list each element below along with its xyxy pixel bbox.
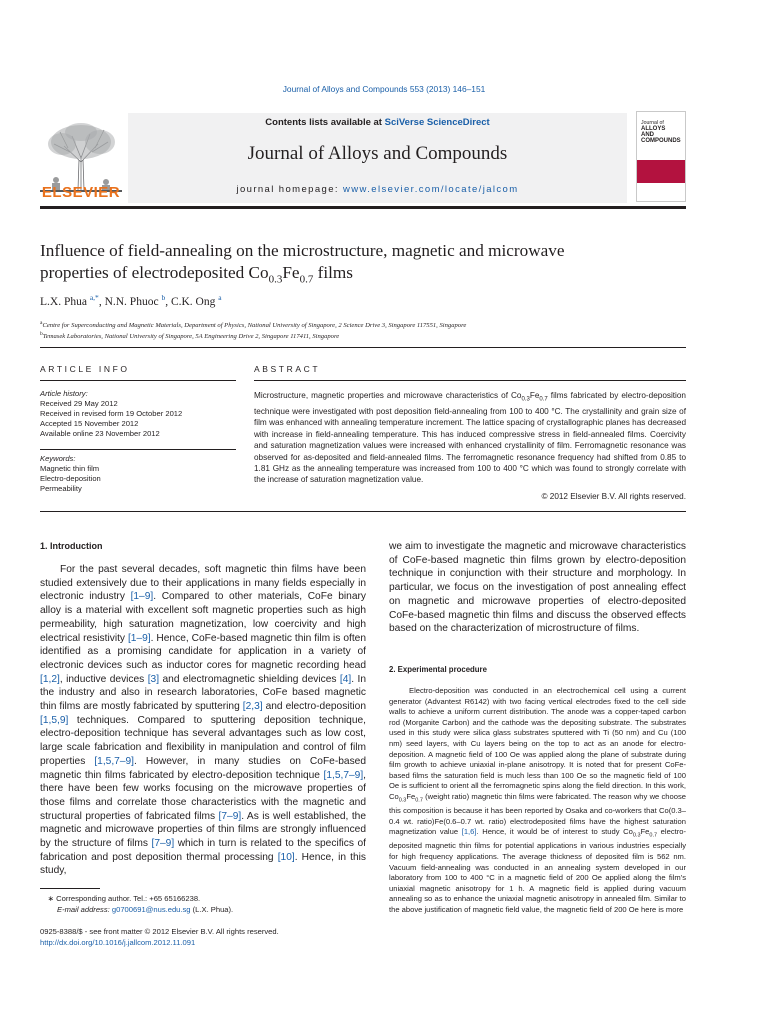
title-line-1: Influence of field-annealing on the microstructure, magnetic and microwave <box>40 241 565 260</box>
cover-small-text: Journal of <box>641 120 664 126</box>
abstract-text-1: Microstructure, magnetic properties and microwave characteristics of Co <box>254 391 522 400</box>
abstract-copyright: © 2012 Elsevier B.V. All rights reserved. <box>541 492 686 501</box>
homepage-link[interactable]: www.elsevier.com/locate/jalcom <box>342 184 519 195</box>
author-affil-mark[interactable]: b <box>161 293 166 302</box>
exp-seg: . Hence, it would be of interest to study Co <box>476 827 633 837</box>
author-affil-mark[interactable]: a <box>218 293 222 302</box>
issn-line: 0925-8388/$ - see front matter © 2012 Elsevier B.V. All rights reserved. <box>40 927 279 936</box>
abstract-sub-1: 0.3 <box>521 396 530 403</box>
exp-fe: Fe <box>640 827 650 837</box>
contents-available-line <box>128 117 627 128</box>
abstract-text-2: films fabricated by electro-deposition technique were investigated with post deposition field-annealing from 100 to 400 °C. The crystallinity and grain size of film was enhanced with annealing temperature increment. The lattice spacing of crystallographic planes has decreased with increase in field-annealing temperature. This has induced compressive stress in field-annealed films. Coercivity and saturation magnetization values were increased with enhanced crystallinity of film. Ferromagnetic resonance was observed for as-deposited and field-annealed films. The ferromagnetic resonance frequency had shifted from 0.85 to 1.81 GHz as the annealing temperature was increased from 100 to 400 °C which was found to strongly correlate with the increase of saturation magnetization value. <box>254 391 686 485</box>
cover-title-2: AND COMPOUNDS <box>641 132 681 144</box>
keywords-rule <box>40 449 236 450</box>
ref-link[interactable]: [10] <box>277 851 295 863</box>
keywords-label: Keywords: <box>40 454 76 463</box>
issn-block <box>40 926 370 948</box>
exp-sub: 0.3 <box>398 797 407 804</box>
keyword: Magnetic thin film <box>40 464 100 473</box>
intro-seg: which in turn is related to the specifics of fabrication and post deposition thermal processing <box>40 838 366 863</box>
contents-prefix: Contents lists available at <box>265 117 385 128</box>
title-fe: Fe <box>282 263 300 282</box>
ref-link[interactable]: [7–9] <box>218 810 242 822</box>
history-label: Article history: <box>40 389 88 398</box>
journal-name: Journal of Alloys and Compounds <box>247 143 508 164</box>
exp-sub: 0.3 <box>632 832 641 839</box>
intro-seg: , there have been few works focusing on the microwave properties of those films and correlate those characteristics with the magnetic and structural properties of fabricated films <box>40 769 366 822</box>
corresponding-author: Corresponding author. Tel.: +65 65166238. <box>56 894 201 903</box>
email-label: E-mail address: <box>57 905 112 914</box>
ref-link[interactable]: [1,6] <box>461 827 477 837</box>
experimental-text <box>389 686 686 916</box>
email-link[interactable]: g0700691@nus.edu.sg <box>111 905 191 914</box>
journal-cover-thumbnail[interactable] <box>636 111 686 202</box>
doi-link[interactable]: http://dx.doi.org/10.1016/j.jallcom.2012.11.091 <box>40 938 196 947</box>
cover-title-1: ALLOYS <box>641 126 666 132</box>
intro-seg: , inductive devices <box>59 673 148 685</box>
exp-seg: (weight ratio) magnetic thin films were fabricated. The reason why we choose this composition is because it has been reported by Osaka and co-workers that Co(0.3–0.4 wt. ratio)Fe(0.6–0.7 wt. ratio) electrodeposited films have the highest saturation magnetization value <box>389 791 686 837</box>
abstract-fe: Fe <box>529 391 540 400</box>
exp-fe: Fe <box>406 791 416 801</box>
author-name[interactable]: N.N. Phuoc <box>104 295 159 308</box>
history-received: Received 29 May 2012 <box>40 399 118 408</box>
title-end: films <box>313 263 353 282</box>
affiliation-divider <box>40 347 686 348</box>
header-divider <box>40 206 686 209</box>
keywords <box>40 454 101 494</box>
email-suffix: (L.X. Phua). <box>190 905 234 914</box>
affil-text: Centre for Superconducting and Magnetic Materials, Department of Physics, National University of Singapore, 2 Science Drive 3, Singapore 117551, Singapore <box>42 322 467 330</box>
author-affil-mark[interactable]: a,* <box>89 293 99 302</box>
introduction-text-continued: we aim to investigate the magnetic and microwave characteristics of CoFe-based magnetic thin films grown by electro-deposition technique in conjunction with their structure and morphology. In particular, we focus on the investigation of post annealing effect on magnetic and microwave properties of electro-deposited CoFe-based magnetic thin films and discuss the observed effects based on the characterization of microstructure of films. <box>389 541 686 635</box>
ref-link[interactable]: [1–9] <box>127 632 151 644</box>
sciverse-link[interactable]: SciVerse ScienceDirect <box>384 117 490 128</box>
abstract-divider <box>40 511 686 512</box>
corresponding-footnote: ∗ Corresponding author. Tel.: +65 65166238. E-mail address: g0700691@nus.edu.sg (L.X. Phua). <box>47 894 234 914</box>
intro-seg: . However, in many studies on CoFe-based magnetic thin films fabricated by electro-deposition technique <box>40 755 366 781</box>
history-online: Available online 23 November 2012 <box>40 429 160 438</box>
intro-seg: . In the industry and also in research laboratories, CoFe based magnetic thin films are mostly fabricated by sputtering <box>40 673 366 713</box>
author-name[interactable]: L.X. Phua <box>40 295 87 308</box>
cover-color-stripe <box>637 160 685 183</box>
elsevier-wordmark: ELSEVIER <box>41 184 121 201</box>
ref-link[interactable]: [1,5,7–9] <box>94 755 134 767</box>
title-line-2: properties of electrodeposited Co <box>40 263 269 282</box>
article-history <box>40 389 182 439</box>
abstract-rule <box>254 380 686 381</box>
ref-link[interactable]: [1,5,9] <box>40 714 69 726</box>
intro-seg: techniques. Compared to sputtering deposition technique, electro-deposition technique has several advantages such as low cost, large scale fabrication and flexibility in manipulation and control of film properties <box>40 714 366 767</box>
exp-sub: 0.7 <box>649 832 658 839</box>
ref-link[interactable]: [1,2] <box>40 673 60 685</box>
intro-seg: and electromagnetic shielding devices <box>159 673 340 685</box>
intro-seg: . Hence, CoFe-based magnetic thin film is often identified as a promising candidate for application in a variety of electronic devices such as inductor cores for magnetic recording head <box>40 632 366 671</box>
title-sub-2: 0.7 <box>299 273 314 286</box>
abstract-sub-2: 0.7 <box>539 396 548 403</box>
homepage-prefix: journal homepage: <box>236 184 343 195</box>
exp-seg: electro-deposited magnetic thin films for potential applications in various industries especially for high frequency applications. The average thickness of deposited film is 562 nm. Vacuum field-annealing was conducted in an annealing system developed in our laboratory from 100 to 400 °C in a magnetic field of 200 Oe applied along the film's uniaxial magnetic anisotropy for 1 h. A magnetic field is applied during vacuum annealing so as to enhance the uniaxial magnetic anisotropy in annealed film. Similar to the above justification of magnetic field value, the magnetic field of 200 Oe here is more <box>389 827 687 914</box>
journal-citation[interactable]: Journal of Alloys and Compounds 553 (2013) 146–151 <box>282 84 486 94</box>
affiliation-a <box>40 319 720 330</box>
introduction-heading: 1. Introduction <box>40 541 103 551</box>
journal-homepage <box>128 184 627 195</box>
article-title <box>40 240 700 290</box>
history-revised: Received in revised form 19 October 2012 <box>40 409 183 418</box>
intro-seg: . Hence, in this study, <box>40 851 366 877</box>
ref-link[interactable]: [3] <box>147 673 160 685</box>
introduction-text <box>40 563 366 878</box>
keyword: Permeability <box>40 484 82 493</box>
affil-mark: a <box>40 320 43 326</box>
ref-link[interactable]: [1–9] <box>130 591 154 603</box>
ref-link[interactable]: [7–9] <box>151 838 175 850</box>
exp-sub: 0.7 <box>415 797 423 804</box>
ref-link[interactable]: [4] <box>339 673 352 685</box>
keyword: Electro-deposition <box>40 474 101 483</box>
affiliation-b <box>40 330 720 341</box>
intro-seg: For the past several decades, soft magnetic thin films have been studied extensively due to their applications in many fields especially in electronic industry <box>40 564 366 603</box>
experimental-heading: 2. Experimental procedure <box>389 665 487 674</box>
intro-seg: . As is well established, the magnetic and microwave properties of thin films are strongly influenced by the structure of films <box>40 810 366 850</box>
ref-link[interactable]: [1,5,7–9] <box>323 769 364 781</box>
intro-seg: . Compared to other materials, CoFe binary alloy is a material with excellent soft magnetic properties such as high permeability, high saturation magnetization, low coercivity and high electrical resistivity <box>40 591 366 644</box>
affil-text: Temasek Laboratories, National University of Singapore, 5A Engineering Drive 2, Singapore 117411, Singapore <box>42 333 340 341</box>
exp-seg: Electro-deposition was conducted in an electrochemical cell using a current generator (Advantest R6142) with two facing vertical electrodes fixed to the cell side walls to achieve a uniform current distribution. The anode was a copper-taped carbon rod (Morganite Carbon) and the cathode was the depositing substrate. The substrates used in this study were silica glass substrates sputtered with Ti (50 nm) and Cu (100 nm) seed layers, with Cu layers being on the top to act as an anode for electro-deposition. A magnetic field of 100 Oe was applied along the plane of substrate during film growth to achieve uniaxial in-plane anisotropy. It is noted that for present CoFe-based films the saturation field is much less than 100 Oe so the magnetic field of 100 Oe is sufficient to orient all the ferromagnetic spins along the field direction. In this work, Co <box>389 686 686 801</box>
abstract-body <box>254 390 686 486</box>
article-info-rule <box>40 380 236 381</box>
footnote-rule <box>40 888 100 889</box>
abstract-caption: ABSTRACT <box>254 364 321 374</box>
author-list: L.X. Phua $^{a,*}$, N.N. Phuoc $^b$, C.K. Ong $^a$ <box>40 293 222 308</box>
ref-link[interactable]: [2,3] <box>242 701 263 713</box>
title-sub-1: 0.3 <box>268 273 283 286</box>
affil-mark: b <box>40 331 43 338</box>
intro-seg: and electro-deposition <box>262 701 366 713</box>
article-info-caption: ARTICLE INFO <box>40 364 130 374</box>
affiliations <box>40 319 720 341</box>
author-name[interactable]: C.K. Ong <box>170 295 216 308</box>
history-accepted: Accepted 15 November 2012 <box>40 419 139 428</box>
